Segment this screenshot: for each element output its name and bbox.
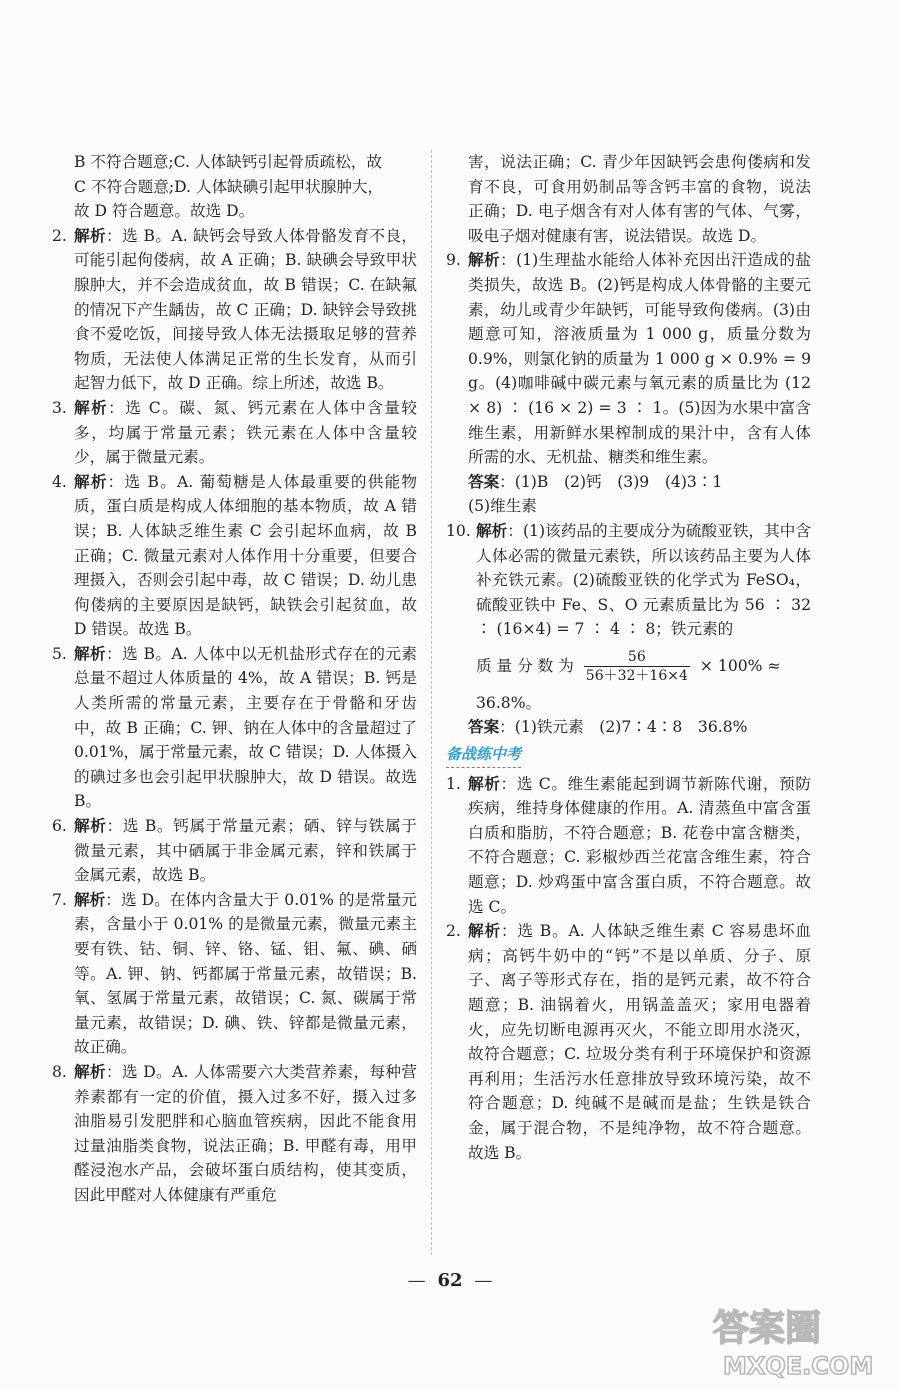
answer-item-7: 7. 解析：选 D。在体内含量大于 0.01% 的是常量元素，含量小于 0.01% 的是微量元素，微量元素主要有铁、钴、铜、锌、铬、锰、钼、氟、碘、硒等。A. 钾、钠、钙都属于常量元素，故错误；B. 氧、氢属于常量元素，故错误；C. 氮、碳属于常量元素，故错误；D. 碘、铁、锌都是微量元素，故正确。 xyxy=(52,890,417,1057)
answer-item-3: 3. 解析：选 C。碳、氮、钙元素在人体中含量较多，均属于常量元素；铁元素在人体中含量较少，属于微量元素。 xyxy=(52,398,417,467)
answer-item-5: 5. 解析：选 B。A. 人体中以无机盐形式存在的元素总量不超过人体质量的 4%，故 A 错误；B. 钙是人类所需的常量元素，主要存在于骨骼和牙齿中，故 B 正确；C. 钾、钠在人体中的含量超过了 0.01%，属于常量元素，故 C 错误；D. 人体摄入的碘过多也会引起甲状腺肿大，故 D 错误。故选 B。 xyxy=(52,644,417,811)
answer-key-9: 答案：(1)B (2)钙 (3)9 (4)3∶1 xyxy=(468,472,723,491)
exam-answer-item-1: 1. 解析：选 C。维生素能起到调节新陈代谢，预防疾病，维持身体健康的作用。A. 清蒸鱼中富含蛋白质和脂肪，不符合题意；B. 花卷中富含糖类，不符合题意；C. 彩椒炒西兰花富含维生素，符合题意；D. 炒鸡蛋中富含蛋白质，不符合题意。故选 C。 xyxy=(446,774,811,916)
watermark-logo xyxy=(709,1300,884,1380)
answer-item-4: 4. 解析：选 B。A. 葡萄糖是人体最重要的供能物质，蛋白质是构成人体细胞的基本物质，故 A 错误；B. 人体缺乏维生素 C 会引起坏血病，故 B 正确；C. 微量元素对人体作用十分重要，但要合理摄入，否则会引起中毒，故 C 错误；D. 幼儿患佝偻病的主要原因是缺钙，缺铁会引起贫血，故 D 错误。故选 B。 xyxy=(52,472,417,639)
fraction: $\frac{56}{56+32+16\times 4}$ xyxy=(585,648,688,684)
page-number: — 62 — xyxy=(407,1270,493,1291)
answer-item-10: 10. 解析：(1)该药品的主要成分为硫酸亚铁，其中含人体必需的微量元素铁，所以该药品主要为人体补充铁元素。(2)硫酸亚铁的化学式为 FeSO₄，硫酸亚铁中 Fe、S、O 元素质量比为 56 ∶ 32 ∶ (16×4) = 7 ∶ 4 ∶ 8；铁元素的 xyxy=(446,521,811,639)
watermark-text: 答案圈 xyxy=(713,1308,822,1349)
answer-item-9: 9. 解析：(1)生理盐水能给人体补充因出汗造成的盐类损失，故选 B。(2)钙是构成人体骨骼的主要元素，幼儿或青少年缺钙，可能导致佝偻病。(3)由题意可知，溶液质量为 1 000 g，质量分数为 0.9%，则氯化钠的质量为 1 000 g × 0.9% = 9 g。(4)咖啡碱中碳元素与氧元素的质量比为 (12 × 8) ∶ (16 × 2) = 3 ∶ 1。(5)因为水果中富含维生素，用新鲜水果榨制成的果汁中，含有人体所需的水、无机盐、糖类和维生素。 xyxy=(446,251,811,467)
formula-result: 36.8%。 xyxy=(476,693,542,712)
right-column xyxy=(446,150,811,1165)
answer-item-8: 8. 解析：选 D。A. 人体需要六大类营养素，每种营养素都有一定的价值，摄入过多不好，摄入过多油脂易引发肥胖和心脑血管疾病，因此不能食用过量油脂类食物，说法正确；B. 甲醛有毒，用甲醛浸泡水产品，会破坏蛋白质结构，使其变质，因此甲醛对人体健康有严重危 xyxy=(52,1062,417,1204)
answer-item-6: 6. 解析：选 B。钙属于常量元素；硒、锌与铁属于微量元素，其中硒属于非金属元素，锌和铁属于金属元素，故选 B。 xyxy=(52,817,417,885)
section-title: 备战练中考 xyxy=(446,742,521,768)
answer-item-2: 2. 解析：选 B。A. 缺钙会导致人体骨骼发育不良，可能引起佝偻病，故 A 正确；B. 缺碘会导致甲状腺肿大，并不会造成贫血，故 B 错误；C. 在缺氟的情况下产生龋齿，故 C 正确；D. 缺锌会导致挑食不爱吃饭，间接导致人体无法摄取足够的营养物质，无法使人体满足正常的生长发育，从而引起智力低下，故 D 正确。综上所述，故选 B。 xyxy=(52,226,417,393)
answer-key-10: 答案：(1)铁元素 (2)7∶4∶8 36.8% xyxy=(468,718,748,737)
exam-answer-item-2: 2. 解析：选 B。A. 人体缺乏维生素 C 容易患坏血病；高钙牛奶中的“钙”不是以单质、分子、原子、离子等形式存在，指的是钙元素，故不符合题意；B. 油锅着火，用锅盖盖灭；家用电器着火，应先切断电源再灭火，不能立即用水浇灭，故符合题意；C. 垃圾分类有利于环境保护和资源再利用；生活污水任意排放导致环境污染，故不符合题意；D. 纯碱不是碱而是盐；生铁是铁合金，属于混合物，不是纯净物，故不符合题意。故选 B。 xyxy=(446,922,811,1162)
section-header xyxy=(446,740,811,772)
left-column xyxy=(52,150,417,1208)
continued-answer: B 不符合题意;C. 人体缺钙引起骨质疏松，故 C 不符合题意;D. 人体缺碘引起甲状腺肿大， 故 D 符合题意。故选 D。 xyxy=(74,153,384,221)
answer-key-9-line2: (5)维生素 xyxy=(468,497,537,516)
column-divider xyxy=(431,150,432,1255)
mass-fraction-formula: 质 量 分 数 为 $\frac{56}{56+32+16\times 4}$ × 100% ≈ xyxy=(476,648,781,684)
continued-answer-8: 害，说法正确；C. 青少年因缺钙会患佝偻病和发育不良，可食用奶制品等含钙丰富的食物，说法正确；D. 电子烟含有对人体有害的气体、气雾，吸电子烟对健康有害，说法错误。故选 D。 xyxy=(468,153,811,245)
watermark-url: MXQE.COM xyxy=(723,1352,874,1380)
